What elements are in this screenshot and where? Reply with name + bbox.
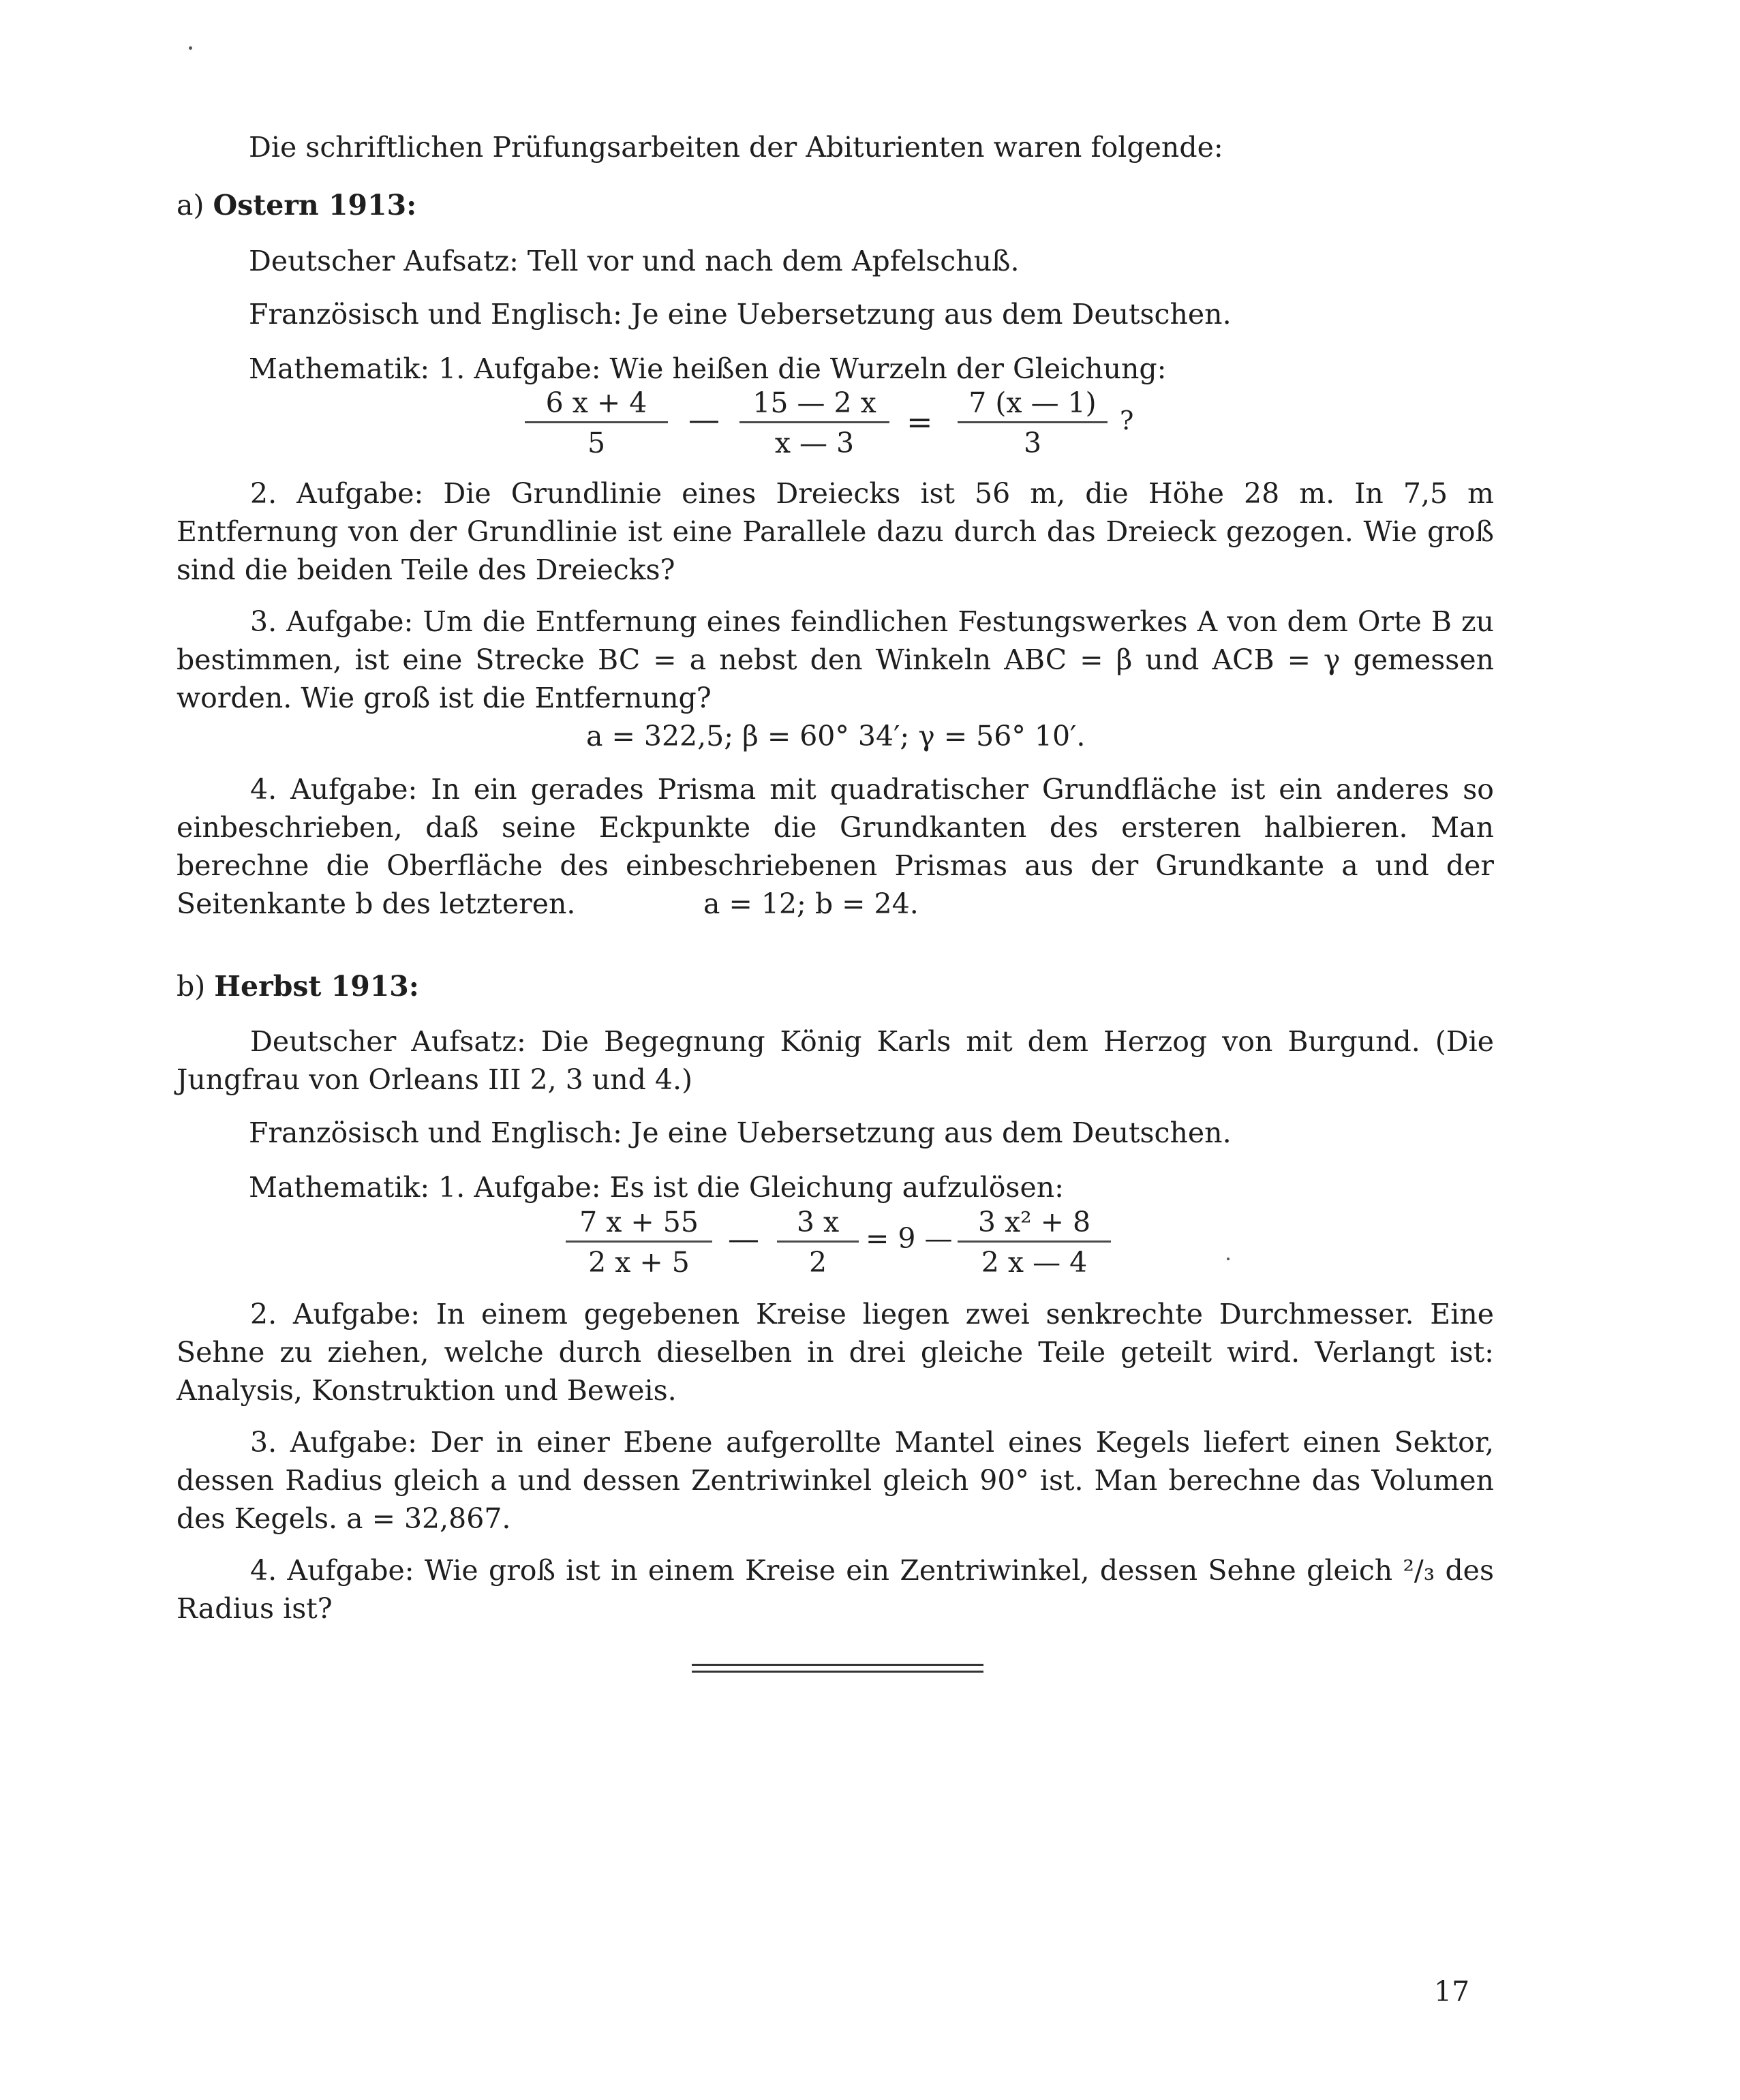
equation-b-f2-numerator: 3 x: [796, 1206, 840, 1238]
section-a-aufgabe-2: 2. Aufgabe: Die Grundlinie eines Dreiecks ist 56 m, die Höhe 28 m. In 7,5 m Entfernung von der Grundlinie ist eine Parallele dazu durch das Dreieck gezogen. Wie groß sind die beiden Teile des Dreiecks?: [177, 477, 1494, 586]
section-b-aufsatz: Deutscher Aufsatz: Die Begegnung König Karls mit dem Herzog von Burgund. (Die Jungfrau von Orleans III 2, 3 und 4.): [177, 1025, 1494, 1096]
equation-a-f2-numerator: 15 — 2 x: [752, 386, 876, 419]
section-b-math-intro: Mathematik: 1. Aufgabe: Es ist die Gleichung aufzulösen:: [249, 1171, 1064, 1204]
equation-b-f2-denominator: 2: [808, 1246, 827, 1279]
equation-a-f3-denominator: 3: [1023, 427, 1042, 459]
equation-b-fraction-1: [566, 1205, 712, 1279]
page-number: 17: [1434, 1975, 1470, 2008]
equation-b-f1-denominator: 2 x + 5: [588, 1246, 690, 1279]
equation-b-equals-nine-minus: = 9 —: [866, 1222, 953, 1255]
equation-a-fraction-1: [525, 386, 668, 460]
equation-b-minus: —: [728, 1220, 759, 1257]
equation-a-f3-numerator: 7 (x — 1): [968, 386, 1097, 419]
closing-rule-top: [692, 1664, 983, 1666]
equation-b-f1-numerator: 7 x + 55: [579, 1206, 699, 1238]
closing-rule-bottom: [692, 1671, 983, 1673]
equation-a-f2-denominator: x — 3: [774, 427, 855, 459]
section-b-title: Herbst 1913:: [214, 970, 419, 1003]
section-a-math-intro: Mathematik: 1. Aufgabe: Wie heißen die Wurzeln der Gleichung:: [249, 352, 1167, 385]
equation-a-equals: =: [906, 404, 933, 440]
section-a-aufgabe-3-values: a = 322,5; β = 60° 34′; γ = 56° 10′.: [586, 720, 1086, 752]
equation-a-minus: —: [688, 401, 720, 438]
section-b-aufgabe-4: 4. Aufgabe: Wie groß ist in einem Kreise ein Zentriwinkel, dessen Sehne gleich ²/₃ des Radius ist?: [177, 1554, 1494, 1625]
section-b-aufgabe-3: 3. Aufgabe: Der in einer Ebene aufgerollte Mantel eines Kegels liefert einen Sektor, dessen Radius gleich a und dessen Zentriwinkel gleich 90° ist. Man berechne das Volumen des Kegels. a = 32,867.: [177, 1426, 1494, 1535]
section-a-heading: [177, 186, 416, 224]
intro-line: Die schriftlichen Prüfungsarbeiten der Abiturienten waren folgende:: [249, 131, 1223, 164]
section-a-aufgabe-4: 4. Aufgabe: In ein gerades Prisma mit quadratischer Grundfläche ist ein anderes so einbeschrieben, daß seine Eckpunkte die Grundkanten des ersteren halbieren. Man berechne die Oberfläche des einbeschriebenen Prismas aus der Grundkante a und der Seitenkante b des letzteren.: [177, 773, 1494, 920]
equation-b-fraction-3: [958, 1205, 1111, 1279]
section-a-title: Ostern 1913:: [213, 189, 417, 222]
equation-a-f1-denominator: 5: [587, 427, 606, 459]
equation-b-fraction-2: [777, 1205, 859, 1279]
section-a-aufsatz: Deutscher Aufsatz: Tell vor und nach dem Apfelschuß.: [249, 245, 1020, 277]
section-b-aufgabe-2: 2. Aufgabe: In einem gegebenen Kreise liegen zwei senkrechte Durchmesser. Eine Sehne zu ziehen, welche durch dieselben in drei gleiche Teile geteilt wird. Verlangt ist: Analysis, Konstruktion und Beweis.: [177, 1298, 1494, 1407]
scan-speck: [189, 46, 192, 50]
section-a-marker: a): [177, 189, 204, 222]
section-a-aufgabe-3: 3. Aufgabe: Um die Entfernung eines feindlichen Festungswerkes A von dem Orte B zu bestimmen, ist eine Strecke BC = a nebst den Winkeln ABC = β und ACB = γ gemessen worden. Wie groß ist die Entfernung?: [177, 605, 1494, 714]
equation-b-period: [1227, 1258, 1230, 1260]
equation-b-f3-numerator: 3 x² + 8: [977, 1206, 1091, 1238]
equation-a-question-mark: ?: [1120, 406, 1134, 436]
equation-a-f1-numerator: 6 x + 4: [545, 386, 647, 419]
section-a-aufgabe-4-values: a = 12; b = 24.: [703, 887, 919, 920]
section-b-marker: b): [177, 970, 206, 1003]
section-b-heading: [177, 967, 419, 1005]
section-b-sprachen: Französisch und Englisch: Je eine Uebersetzung aus dem Deutschen.: [249, 1116, 1232, 1149]
equation-b-f3-denominator: 2 x — 4: [981, 1246, 1088, 1279]
equation-a-fraction-2: [739, 386, 889, 460]
equation-a-fraction-3: [958, 386, 1108, 460]
section-a-sprachen: Französisch und Englisch: Je eine Uebersetzung aus dem Deutschen.: [249, 298, 1232, 331]
